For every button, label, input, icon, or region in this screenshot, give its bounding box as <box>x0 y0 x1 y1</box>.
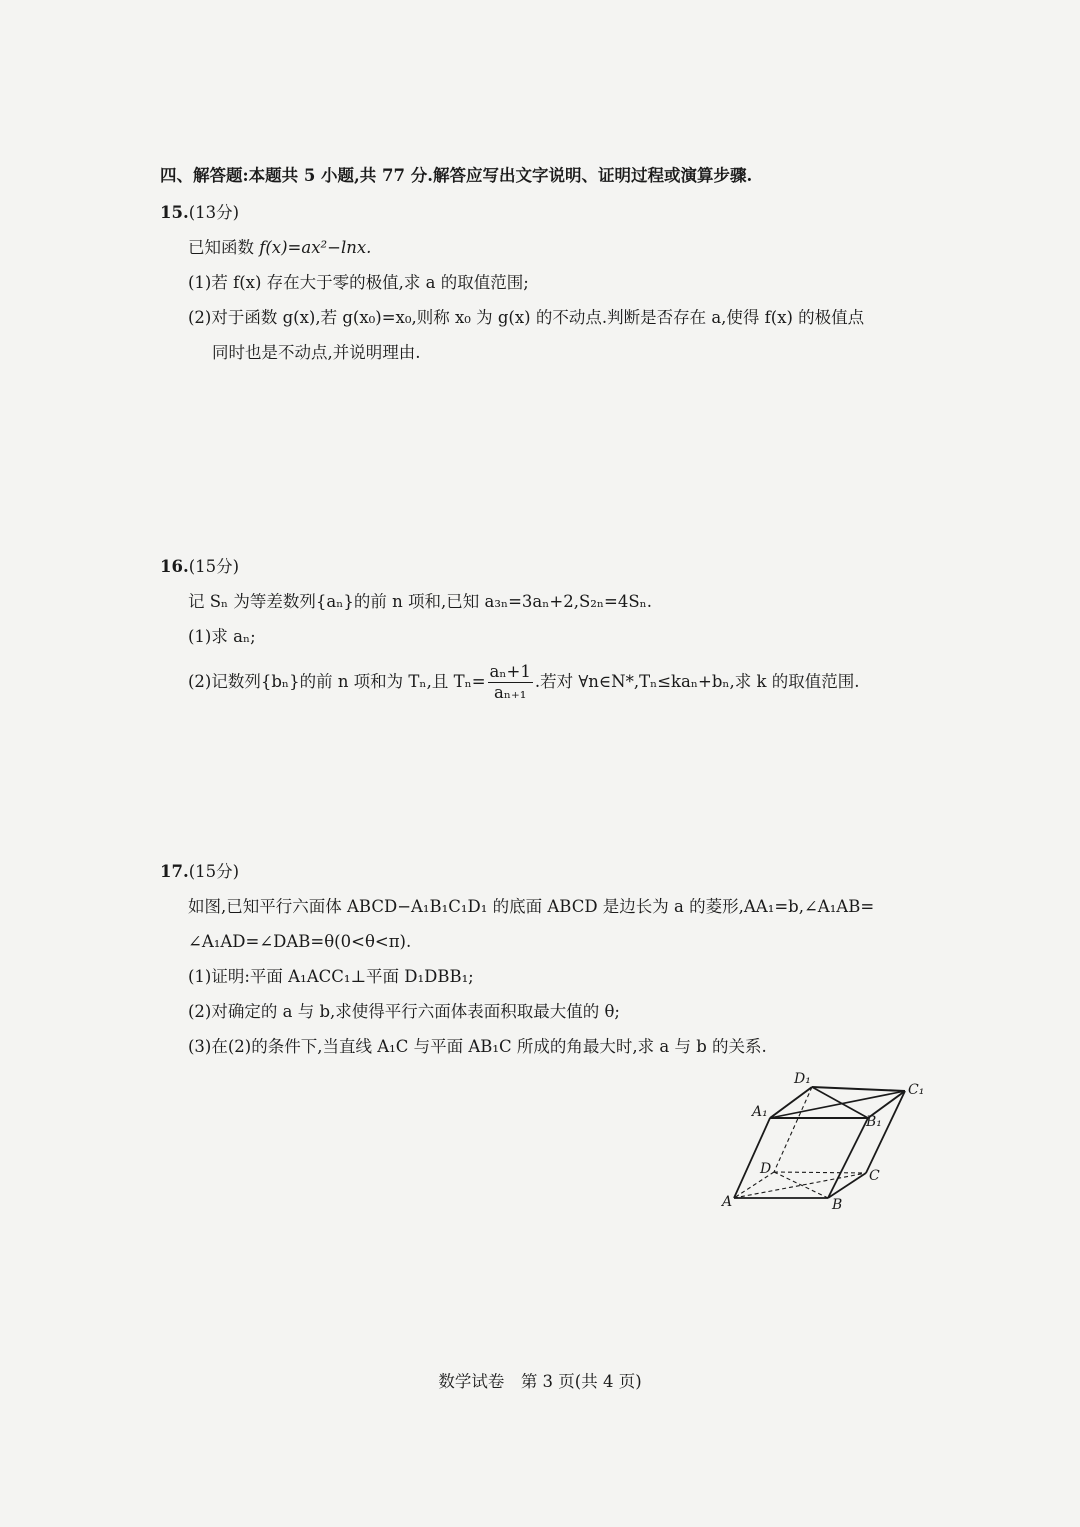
question-17-part-2: (2)对确定的 a 与 b,求使得平行六面体表面积取最大值的 θ; <box>188 1002 620 1021</box>
vertex-label-d1: D₁ <box>794 1071 811 1087</box>
question-15-part-2-line-2: 同时也是不动点,并说明理由. <box>212 343 421 362</box>
question-16-part-1: (1)求 aₙ; <box>188 627 256 646</box>
question-number: 16. <box>160 557 189 576</box>
question-17-part-3: (3)在(2)的条件下,当直线 A₁C 与平面 AB₁C 所成的角最大时,求 a 与 b 的关系. <box>188 1037 767 1056</box>
vertex-label-c1: C₁ <box>908 1082 925 1098</box>
function-expression: f(x)=ax²−lnx. <box>259 238 372 257</box>
page-footer: 数学试卷 第 3 页(共 4 页) <box>438 1372 642 1391</box>
fraction-numerator: aₙ+1 <box>489 662 531 681</box>
question-points: (13分) <box>188 203 240 222</box>
vertex-label-c: C <box>869 1168 880 1184</box>
part-2-text-after: .若对 ∀n∈N*,Tₙ≤kaₙ+bₙ,求 k 的取值范围. <box>534 671 860 691</box>
section-heading: 四、解答题:本题共 5 小题,共 77 分.解答应写出文字说明、证明过程或演算步骤. <box>160 166 753 185</box>
question-15-part-2-line-1: (2)对于函数 g(x),若 g(x₀)=x₀,则称 x₀ 为 g(x) 的不动点.判断是否存在 a,使得 f(x) 的极值点 <box>188 308 865 327</box>
question-15-part-1: (1)若 f(x) 存在大于零的极值,求 a 的取值范围; <box>188 273 529 292</box>
fraction-denominator: aₙ₊₁ <box>494 682 527 702</box>
question-points: (15分) <box>188 557 240 576</box>
question-number: 17. <box>160 862 189 881</box>
question-17-part-1: (1)证明:平面 A₁ACC₁⊥平面 D₁DBB₁; <box>188 967 474 986</box>
question-17-stem-line-1: 如图,已知平行六面体 ABCD−A₁B₁C₁D₁ 的底面 ABCD 是边长为 a 的菱形,AA₁=b,∠A₁AB= <box>188 897 875 916</box>
vertex-label-b: B <box>832 1197 843 1213</box>
stem-text: 已知函数 <box>188 238 260 257</box>
question-number: 15. <box>160 203 189 222</box>
vertex-label-b1: B₁ <box>866 1114 882 1130</box>
part-2-text-before: (2)记数列{bₙ}的前 n 项和为 Tₙ,且 Tₙ= <box>188 671 486 691</box>
question-points: (15分) <box>188 862 240 881</box>
vertex-label-d: D <box>760 1161 772 1177</box>
vertex-label-a: A <box>722 1194 733 1210</box>
question-17-stem-line-2: ∠A₁AD=∠DAB=θ(0<θ<π). <box>188 932 412 951</box>
question-16-stem: 记 Sₙ 为等差数列{aₙ}的前 n 项和,已知 a₃ₙ=3aₙ+2,S₂ₙ=4Sₙ. <box>188 592 653 611</box>
vertex-label-a1: A₁ <box>752 1104 768 1120</box>
